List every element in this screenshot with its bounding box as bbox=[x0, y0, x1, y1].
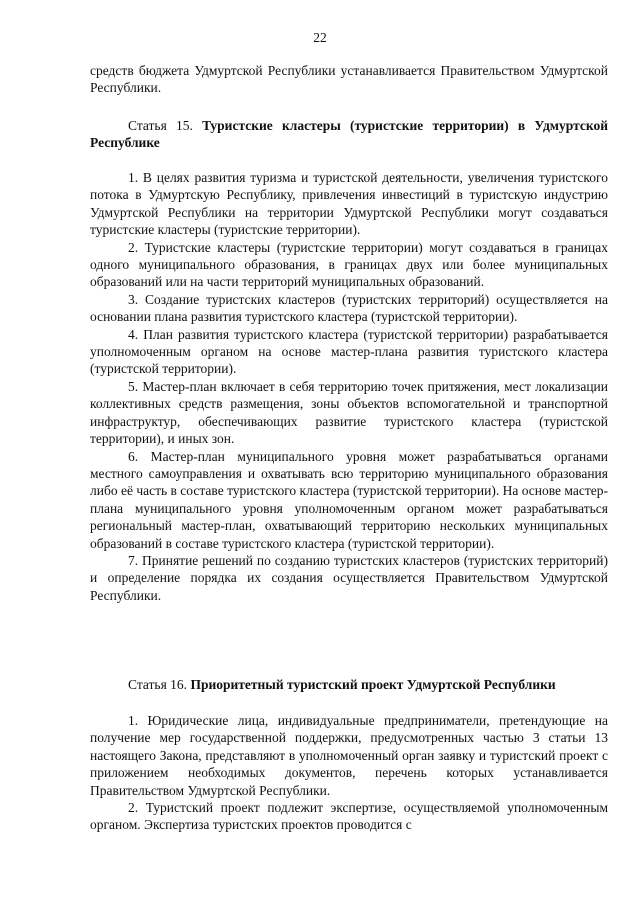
article-16-label: Статья 16. bbox=[128, 677, 191, 692]
article-15-paragraph: 7. Принятие решений по созданию туристских кластеров (туристских территорий) и определение порядка их создания осуществляется Правительством Удмуртской Республики. bbox=[90, 552, 608, 603]
article-15-heading bbox=[90, 117, 608, 152]
article-15-paragraph: 5. Мастер-план включает в себя территорию точек притяжения, мест локализации коллективных средств размещения, зоны объектов вспомогательной и транспортной инфраструктур, обеспечивающих развитие туристского кластера (туристской территории), и иных зон. bbox=[90, 378, 608, 447]
article-15-body bbox=[90, 169, 608, 604]
article-15-paragraph: 2. Туристские кластеры (туристские территории) могут создаваться в границах одного муниципального образования, в границах двух или более муниципальных образований или на части территорий муниципальных образований. bbox=[90, 239, 608, 290]
article-15-title: Туристские кластеры (туристские территории) в Удмуртской Республике bbox=[90, 118, 608, 151]
article-15-paragraph: 3. Создание туристских кластеров (туристских территорий) осуществляется на основании плана развития туристского кластера (туристской территории). bbox=[90, 291, 608, 325]
article-15-label: Статья 15. bbox=[128, 118, 203, 133]
intro-paragraph: средств бюджета Удмуртской Республики устанавливается Правительством Удмуртской Республики. bbox=[90, 63, 608, 96]
article-16-body bbox=[90, 712, 608, 834]
page-number: 22 bbox=[313, 30, 327, 45]
article-15-paragraph: 1. В целях развития туризма и туристской деятельности, увеличения туристского потока в Удмуртскую Республику, привлечения инвестиций в туристскую индустрию Удмуртской Республики на территории Удмуртской Республики могут создаваться туристские кластеры (туристские территории). bbox=[90, 170, 608, 238]
article-15-paragraph: 4. План развития туристского кластера (туристской территории) разрабатывается уполномоченным органом на основе мастер-плана развития туристского кластера (туристской территории). bbox=[90, 326, 608, 377]
article-16-title: Приоритетный туристский проект Удмуртской Республики bbox=[190, 677, 556, 692]
article-16-paragraph: 2. Туристский проект подлежит экспертизе, осуществляемой уполномоченным органом. Экспертиза туристских проектов проводится с bbox=[90, 800, 608, 833]
intro-paragraph-block bbox=[90, 62, 608, 97]
article-16-heading bbox=[90, 676, 608, 693]
article-16-paragraph: 1. Юридические лица, индивидуальные предприниматели, претендующие на получение мер государственной поддержки, предусмотренных частью 3 статьи 13 настоящего Закона, представляют в уполномоченный орган заявку и туристский проект с приложением необходимых документов, перечень которых устанавливается Правительством Удмуртской Республики. bbox=[90, 713, 608, 798]
article-15-paragraph: 6. Мастер-план муниципального уровня может разрабатываться органами местного самоуправления и охватывать всю территорию муниципального образования либо её часть в составе туристского кластера (туристской территории). На основе мастер-плана муниципального уровня уполномоченным органом может разрабатываться региональный мастер-план, охватывающий территорию нескольких муниципальных образований в составе туристского кластера (туристской территории). bbox=[90, 448, 608, 551]
